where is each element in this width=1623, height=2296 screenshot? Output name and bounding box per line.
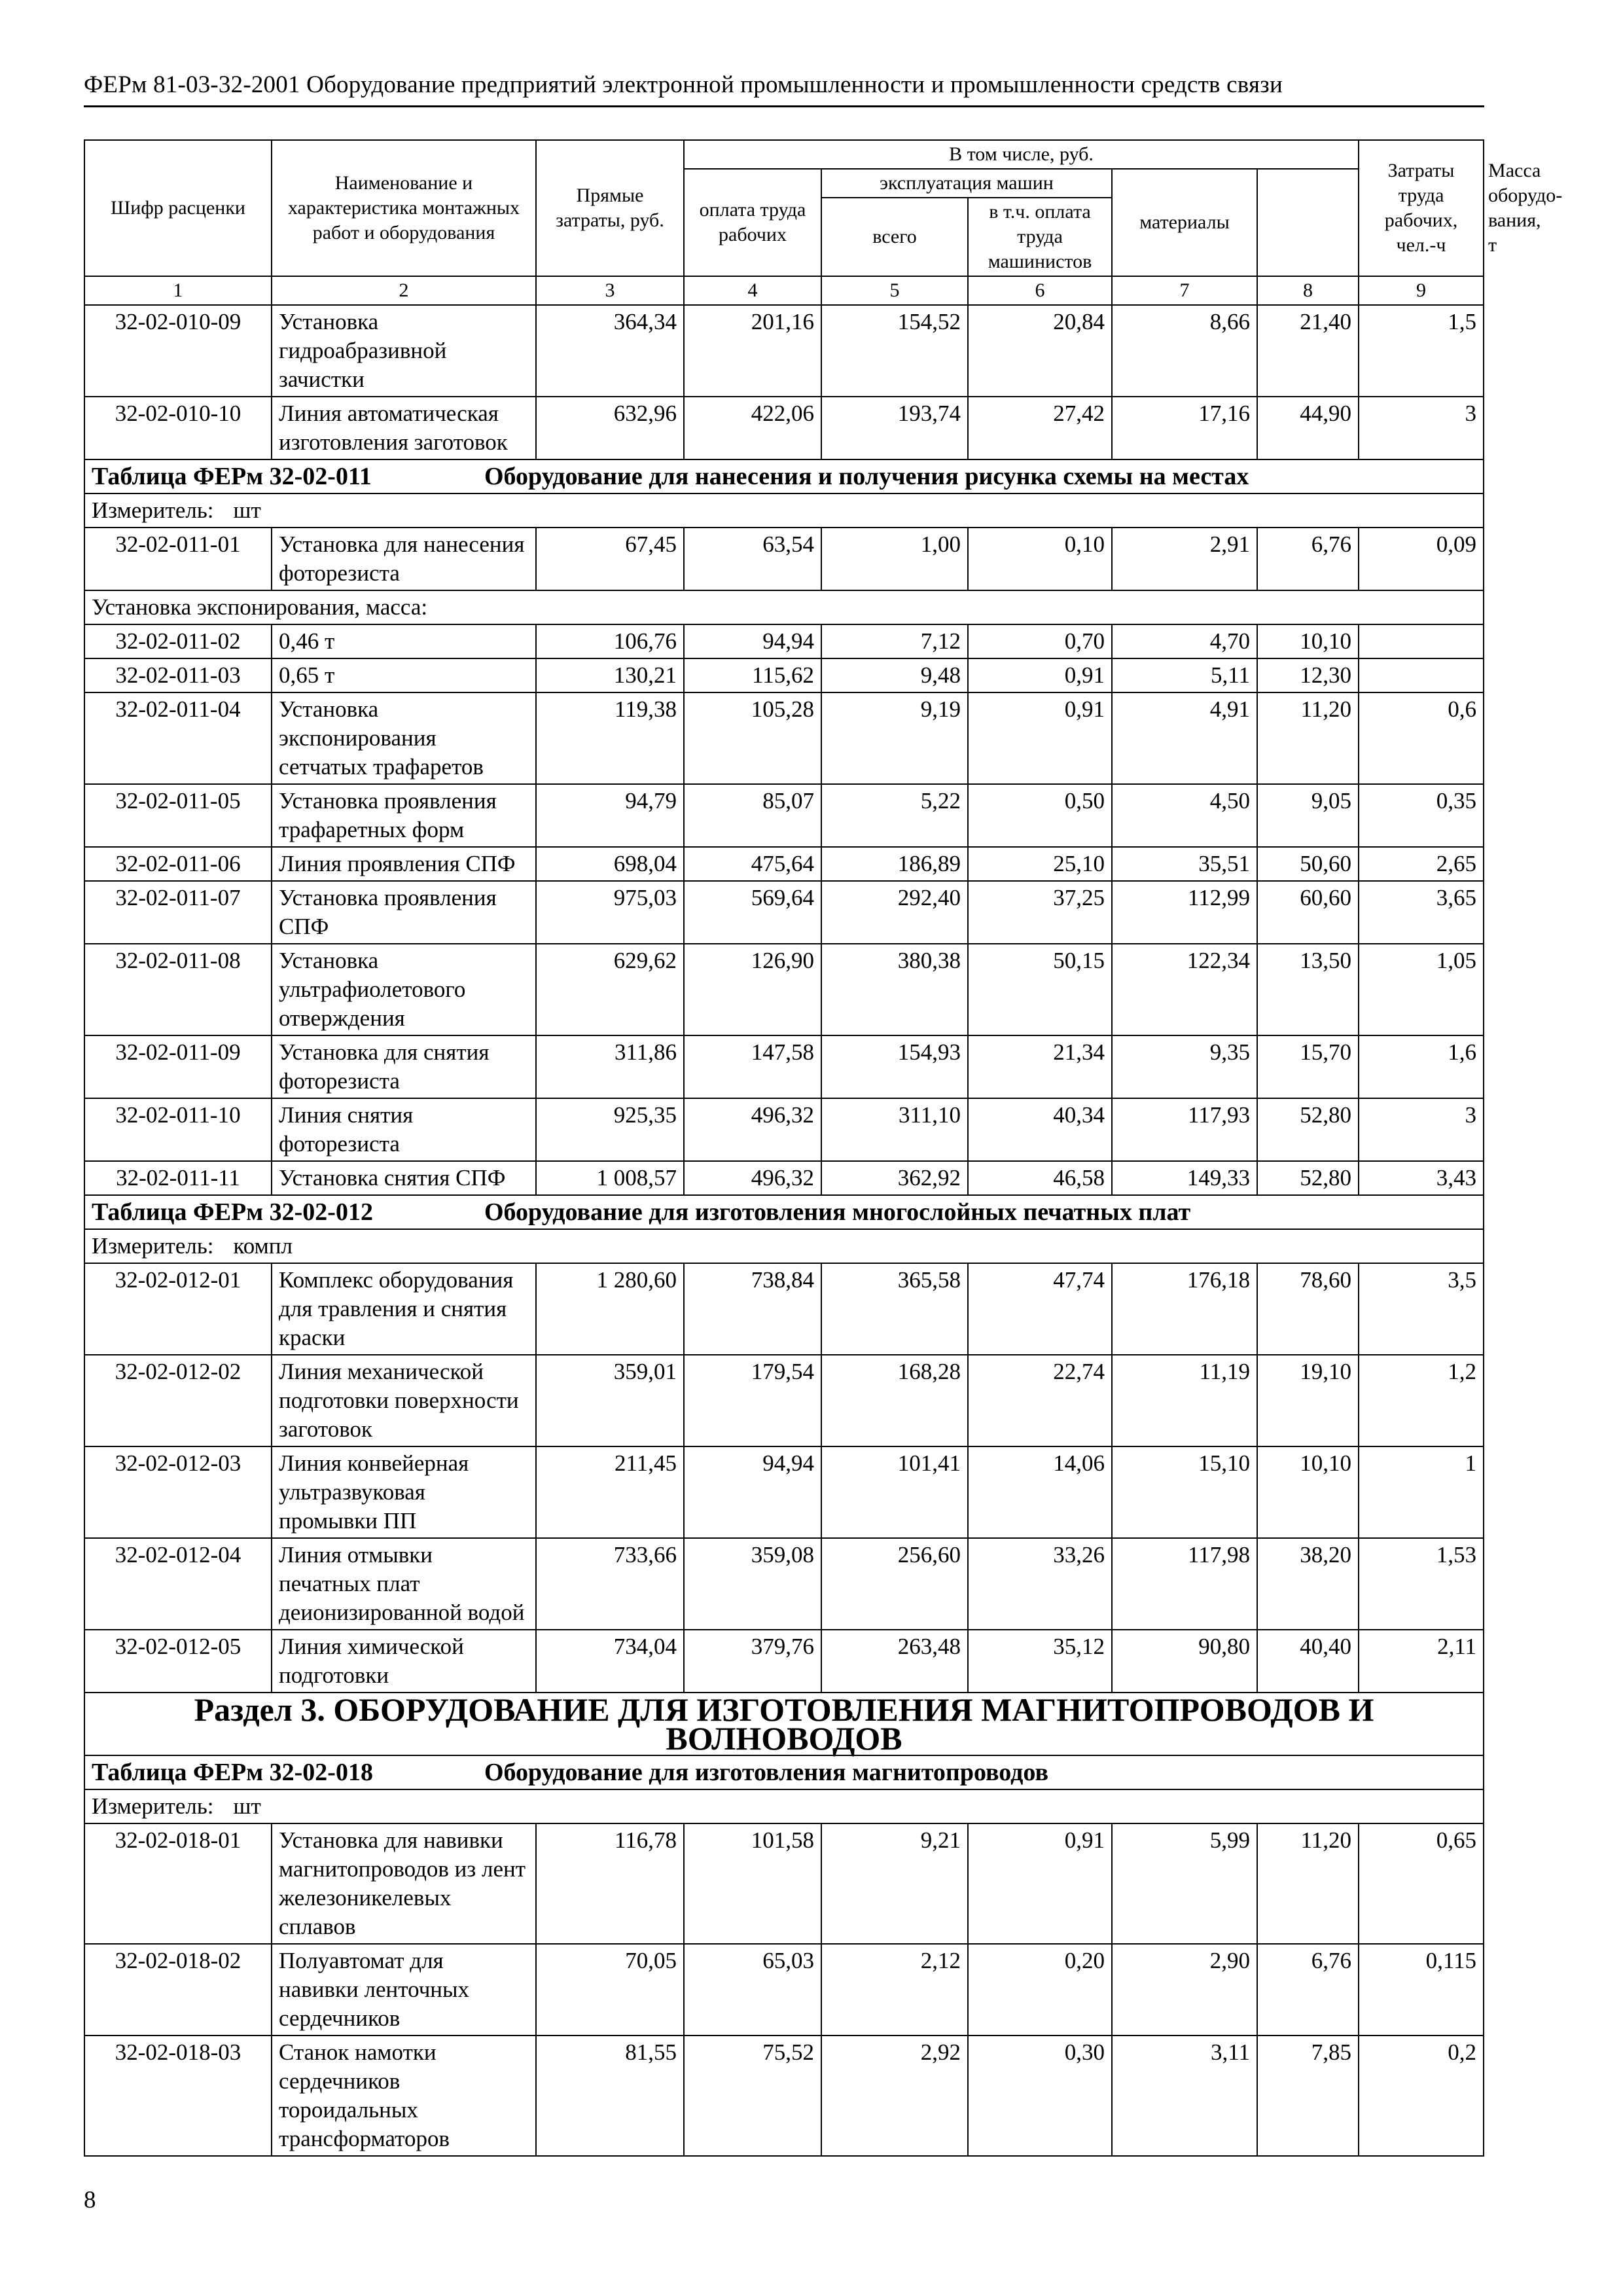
equipment-mass: 1,53 <box>1359 1538 1484 1630</box>
work-name: Установка ультрафиолетового отверждения <box>272 944 536 1035</box>
machines-total: 365,58 <box>821 1263 968 1355</box>
machinists-pay: 27,42 <box>968 397 1112 459</box>
work-name: Установка проявления трафаретных форм <box>272 784 536 847</box>
work-name: Установка проявления СПФ <box>272 881 536 944</box>
direct-cost: 67,45 <box>536 528 684 590</box>
work-name: Линия механической подготовки поверхности заготовок <box>272 1355 536 1446</box>
equipment-mass: 3,5 <box>1359 1263 1484 1355</box>
rate-code: 32-02-011-05 <box>84 784 272 847</box>
measure-value: шт <box>233 497 261 523</box>
table-row <box>84 1538 1484 1630</box>
equipment-mass: 0,35 <box>1359 784 1484 847</box>
measure-cell <box>84 1229 1484 1263</box>
materials-cost: 3,11 <box>1112 2036 1257 2156</box>
direct-cost: 130,21 <box>536 658 684 692</box>
table-row <box>84 1035 1484 1098</box>
measure-cell <box>84 1789 1484 1823</box>
labor-hours: 15,70 <box>1257 1035 1359 1098</box>
table-title-row <box>84 1195 1484 1229</box>
labor-pay: 75,52 <box>684 2036 821 2156</box>
labor-hours: 40,40 <box>1257 1630 1359 1693</box>
work-name: Линия отмывки печатных плат деионизированной водой <box>272 1538 536 1630</box>
labor-hours: 12,30 <box>1257 658 1359 692</box>
direct-cost: 629,62 <box>536 944 684 1035</box>
rate-code: 32-02-011-07 <box>84 881 272 944</box>
machinists-pay: 37,25 <box>968 881 1112 944</box>
subheader-text: Установка экспонирования, масса: <box>84 590 1484 624</box>
measure-row <box>84 1789 1484 1823</box>
column-number: 4 <box>684 276 821 305</box>
col-machines-header: эксплуатация машин <box>821 169 1112 198</box>
labor-pay: 359,08 <box>684 1538 821 1630</box>
rate-code: 32-02-012-01 <box>84 1263 272 1355</box>
materials-cost: 149,33 <box>1112 1161 1257 1195</box>
column-number: 9 <box>1359 276 1484 305</box>
work-name: Установка экспонирования сетчатых трафаретов <box>272 692 536 784</box>
machines-total: 7,12 <box>821 624 968 658</box>
column-number: 2 <box>272 276 536 305</box>
machinists-pay: 46,58 <box>968 1161 1112 1195</box>
equipment-mass: 3,43 <box>1359 1161 1484 1195</box>
work-name: Установка гидроабразивной зачистки <box>272 305 536 397</box>
machinists-pay: 0,20 <box>968 1944 1112 2036</box>
labor-hours: 9,05 <box>1257 784 1359 847</box>
equipment-mass: 0,115 <box>1359 1944 1484 2036</box>
rate-code: 32-02-012-03 <box>84 1446 272 1538</box>
labor-hours: 52,80 <box>1257 1098 1359 1161</box>
machines-total: 292,40 <box>821 881 968 944</box>
col-machines-total-header: всего <box>821 198 968 276</box>
machines-total: 5,22 <box>821 784 968 847</box>
machines-total: 380,38 <box>821 944 968 1035</box>
work-name: Установка снятия СПФ <box>272 1161 536 1195</box>
labor-pay: 94,94 <box>684 624 821 658</box>
direct-cost: 359,01 <box>536 1355 684 1446</box>
machinists-pay: 22,74 <box>968 1355 1112 1446</box>
table-row <box>84 528 1484 590</box>
machines-total: 101,41 <box>821 1446 968 1538</box>
table-row <box>84 881 1484 944</box>
work-name: Линия снятия фоторезиста <box>272 1098 536 1161</box>
machinists-pay: 35,12 <box>968 1630 1112 1693</box>
column-number: 1 <box>84 276 272 305</box>
measure-row <box>84 1229 1484 1263</box>
table-row <box>84 658 1484 692</box>
machinists-pay: 21,34 <box>968 1035 1112 1098</box>
equipment-mass <box>1359 624 1484 658</box>
work-name: Линия автоматическая изготовления заготовок <box>272 397 536 459</box>
labor-pay: 101,58 <box>684 1823 821 1944</box>
table-row <box>84 397 1484 459</box>
machines-total: 9,21 <box>821 1823 968 1944</box>
table-row <box>84 2036 1484 2156</box>
page-number: 8 <box>84 2187 96 2214</box>
machines-total: 362,92 <box>821 1161 968 1195</box>
table-title: Оборудование для изготовления многослойных печатных плат <box>484 1198 1191 1226</box>
table-row <box>84 1446 1484 1538</box>
labor-pay: 569,64 <box>684 881 821 944</box>
work-name: Комплекс оборудования для травления и снятия краски <box>272 1263 536 1355</box>
table-code: Таблица ФЕРм 32-02-012 <box>92 1198 373 1226</box>
table-row <box>84 1944 1484 2036</box>
work-name: Установка для навивки магнитопроводов из лент железоникелевых сплавов <box>272 1823 536 1944</box>
col-code-header: Шифр расценки <box>84 140 272 276</box>
rate-code: 32-02-011-03 <box>84 658 272 692</box>
equipment-mass: 1,5 <box>1359 305 1484 397</box>
table-title-cell <box>84 459 1484 493</box>
labor-hours: 38,20 <box>1257 1538 1359 1630</box>
work-name: Установка для нанесения фоторезиста <box>272 528 536 590</box>
materials-cost: 9,35 <box>1112 1035 1257 1098</box>
table-row <box>84 692 1484 784</box>
rate-code: 32-02-011-11 <box>84 1161 272 1195</box>
equipment-mass: 0,6 <box>1359 692 1484 784</box>
machinists-pay: 14,06 <box>968 1446 1112 1538</box>
machines-total: 193,74 <box>821 397 968 459</box>
labor-hours: 10,10 <box>1257 624 1359 658</box>
rate-code: 32-02-011-08 <box>84 944 272 1035</box>
rate-code: 32-02-010-09 <box>84 305 272 397</box>
machines-total: 2,12 <box>821 1944 968 2036</box>
machines-total: 311,10 <box>821 1098 968 1161</box>
machinists-pay: 47,74 <box>968 1263 1112 1355</box>
machinists-pay: 0,10 <box>968 528 1112 590</box>
materials-cost: 117,98 <box>1112 1538 1257 1630</box>
machinists-pay: 0,91 <box>968 1823 1112 1944</box>
machines-total: 9,48 <box>821 658 968 692</box>
direct-cost: 211,45 <box>536 1446 684 1538</box>
materials-cost: 112,99 <box>1112 881 1257 944</box>
materials-cost: 90,80 <box>1112 1630 1257 1693</box>
column-number: 8 <box>1257 276 1359 305</box>
rate-code: 32-02-011-09 <box>84 1035 272 1098</box>
labor-hours: 78,60 <box>1257 1263 1359 1355</box>
col-labor-header: оплата труда рабочих <box>684 169 821 276</box>
work-name: Станок намотки сердечников тороидальных трансформаторов <box>272 2036 536 2156</box>
equipment-mass: 1,6 <box>1359 1035 1484 1098</box>
labor-hours: 6,76 <box>1257 528 1359 590</box>
rate-code: 32-02-012-04 <box>84 1538 272 1630</box>
column-number: 3 <box>536 276 684 305</box>
materials-cost: 11,19 <box>1112 1355 1257 1446</box>
machinists-pay: 0,91 <box>968 692 1112 784</box>
direct-cost: 364,34 <box>536 305 684 397</box>
materials-cost: 4,50 <box>1112 784 1257 847</box>
direct-cost: 733,66 <box>536 1538 684 1630</box>
direct-cost: 106,76 <box>536 624 684 658</box>
machines-total: 186,89 <box>821 847 968 881</box>
machinists-pay: 20,84 <box>968 305 1112 397</box>
col-labor-cost-header: Затраты труда рабочих, чел.-ч <box>1359 140 1484 276</box>
table-title-cell <box>84 1195 1484 1229</box>
direct-cost: 734,04 <box>536 1630 684 1693</box>
equipment-mass: 2,11 <box>1359 1630 1484 1693</box>
machinists-pay: 40,34 <box>968 1098 1112 1161</box>
direct-cost: 698,04 <box>536 847 684 881</box>
labor-hours: 7,85 <box>1257 2036 1359 2156</box>
materials-cost: 35,51 <box>1112 847 1257 881</box>
column-number: 7 <box>1112 276 1257 305</box>
machines-total: 168,28 <box>821 1355 968 1446</box>
machines-total: 1,00 <box>821 528 968 590</box>
page-header: ФЕРм 81-03-32-2001 Оборудование предприятий электронной промышленности и промышленности средств связи <box>84 71 1484 107</box>
machines-total: 2,92 <box>821 2036 968 2156</box>
work-name: 0,46 т <box>272 624 536 658</box>
rate-code: 32-02-011-02 <box>84 624 272 658</box>
materials-cost: 2,90 <box>1112 1944 1257 2036</box>
table-row <box>84 624 1484 658</box>
labor-pay: 63,54 <box>684 528 821 590</box>
table-row <box>84 1630 1484 1693</box>
measure-value: шт <box>233 1793 261 1819</box>
direct-cost: 1 008,57 <box>536 1161 684 1195</box>
machinists-pay: 0,50 <box>968 784 1112 847</box>
rate-code: 32-02-018-03 <box>84 2036 272 2156</box>
direct-cost: 1 280,60 <box>536 1263 684 1355</box>
table-title: Оборудование для изготовления магнитопроводов <box>484 1759 1048 1786</box>
labor-pay: 85,07 <box>684 784 821 847</box>
table-row <box>84 1355 1484 1446</box>
work-name: Установка для снятия фоторезиста <box>272 1035 536 1098</box>
table-body <box>84 305 1484 2156</box>
equipment-mass: 3 <box>1359 1098 1484 1161</box>
equipment-mass <box>1359 658 1484 692</box>
table-row <box>84 1263 1484 1355</box>
subheader-row <box>84 590 1484 624</box>
labor-pay: 496,32 <box>684 1098 821 1161</box>
table-row <box>84 1161 1484 1195</box>
labor-pay: 115,62 <box>684 658 821 692</box>
direct-cost: 81,55 <box>536 2036 684 2156</box>
machines-total: 9,19 <box>821 692 968 784</box>
equipment-mass: 3,65 <box>1359 881 1484 944</box>
labor-pay: 475,64 <box>684 847 821 881</box>
machinists-pay: 0,30 <box>968 2036 1112 2156</box>
col-materials-header: материалы <box>1112 169 1257 276</box>
machines-total: 154,52 <box>821 305 968 397</box>
direct-cost: 119,38 <box>536 692 684 784</box>
labor-pay: 422,06 <box>684 397 821 459</box>
table-row <box>84 944 1484 1035</box>
table-title-row <box>84 459 1484 493</box>
column-number: 6 <box>968 276 1112 305</box>
work-name: Полуавтомат для навивки ленточных сердечников <box>272 1944 536 2036</box>
column-number: 5 <box>821 276 968 305</box>
machinists-pay: 50,15 <box>968 944 1112 1035</box>
col-machines-labor-header: в т.ч. оплата труда машинистов <box>968 198 1112 276</box>
materials-cost: 122,34 <box>1112 944 1257 1035</box>
labor-hours: 10,10 <box>1257 1446 1359 1538</box>
table-code: Таблица ФЕРм 32-02-011 <box>92 463 372 490</box>
labor-hours: 52,80 <box>1257 1161 1359 1195</box>
machines-total: 256,60 <box>821 1538 968 1630</box>
labor-pay: 65,03 <box>684 1944 821 2036</box>
equipment-mass: 0,2 <box>1359 2036 1484 2156</box>
equipment-mass: 1,2 <box>1359 1355 1484 1446</box>
labor-hours: 21,40 <box>1257 305 1359 397</box>
col-including-header: В том числе, руб. <box>684 140 1359 169</box>
rate-code: 32-02-018-02 <box>84 1944 272 2036</box>
labor-hours: 50,60 <box>1257 847 1359 881</box>
rate-code: 32-02-011-04 <box>84 692 272 784</box>
labor-pay: 126,90 <box>684 944 821 1035</box>
materials-cost: 5,11 <box>1112 658 1257 692</box>
rate-code: 32-02-012-02 <box>84 1355 272 1446</box>
materials-cost: 176,18 <box>1112 1263 1257 1355</box>
labor-hours: 6,76 <box>1257 1944 1359 2036</box>
table-row <box>84 1098 1484 1161</box>
table-row <box>84 847 1484 881</box>
materials-cost: 15,10 <box>1112 1446 1257 1538</box>
rate-code: 32-02-018-01 <box>84 1823 272 1944</box>
labor-hours: 13,50 <box>1257 944 1359 1035</box>
machines-total: 154,93 <box>821 1035 968 1098</box>
direct-cost: 311,86 <box>536 1035 684 1098</box>
measure-label: Измеритель: <box>92 1233 214 1259</box>
direct-cost: 632,96 <box>536 397 684 459</box>
labor-hours: 44,90 <box>1257 397 1359 459</box>
table-title-row <box>84 1755 1484 1789</box>
equipment-mass: 1,05 <box>1359 944 1484 1035</box>
labor-pay: 738,84 <box>684 1263 821 1355</box>
work-name: Линия конвейерная ультразвуковая промывки ПП <box>272 1446 536 1538</box>
measure-row <box>84 493 1484 528</box>
col-direct-header: Прямые затраты, руб. <box>536 140 684 276</box>
direct-cost: 94,79 <box>536 784 684 847</box>
equipment-mass: 2,65 <box>1359 847 1484 881</box>
labor-pay: 201,16 <box>684 305 821 397</box>
work-name: Линия химической подготовки <box>272 1630 536 1693</box>
rate-code: 32-02-011-06 <box>84 847 272 881</box>
labor-pay: 179,54 <box>684 1355 821 1446</box>
machinists-pay: 0,70 <box>968 624 1112 658</box>
materials-cost: 117,93 <box>1112 1098 1257 1161</box>
table-row <box>84 305 1484 397</box>
machines-total: 263,48 <box>821 1630 968 1693</box>
work-name: 0,65 т <box>272 658 536 692</box>
table-title-cell <box>84 1755 1484 1789</box>
materials-cost: 4,91 <box>1112 692 1257 784</box>
equipment-mass: 1 <box>1359 1446 1484 1538</box>
equipment-mass: 0,09 <box>1359 528 1484 590</box>
machinists-pay: 25,10 <box>968 847 1112 881</box>
measure-label: Измеритель: <box>92 497 214 523</box>
direct-cost: 70,05 <box>536 1944 684 2036</box>
table-header: Шифр расценки Наименование и характеристика монтажных работ и оборудования Прямые затраты, руб. В том числе, руб. Затраты труда рабочих, чел.-ч Масса оборудо-вания, т оплата труда рабочих эксплуатация машин материалы всего в т.ч. оплата труда машинистов 1 2 3 4 5 6 7 8 9 <box>84 140 1484 305</box>
direct-cost: 116,78 <box>536 1823 684 1944</box>
table-row <box>84 1823 1484 1944</box>
labor-hours: 11,20 <box>1257 1823 1359 1944</box>
labor-pay: 105,28 <box>684 692 821 784</box>
measure-cell <box>84 493 1484 528</box>
work-name: Линия проявления СПФ <box>272 847 536 881</box>
rates-table <box>84 139 1563 2157</box>
table-row <box>84 784 1484 847</box>
labor-hours: 11,20 <box>1257 692 1359 784</box>
equipment-mass: 3 <box>1359 397 1484 459</box>
rate-code: 32-02-012-05 <box>84 1630 272 1693</box>
measure-label: Измеритель: <box>92 1793 214 1819</box>
section-title: Раздел 3. ОБОРУДОВАНИЕ ДЛЯ ИЗГОТОВЛЕНИЯ МАГНИТОПРОВОДОВ И ВОЛНОВОДОВ <box>84 1693 1484 1755</box>
materials-cost: 8,66 <box>1112 305 1257 397</box>
labor-pay: 94,94 <box>684 1446 821 1538</box>
labor-pay: 496,32 <box>684 1161 821 1195</box>
section-row <box>84 1693 1484 1755</box>
materials-cost: 17,16 <box>1112 397 1257 459</box>
machinists-pay: 33,26 <box>968 1538 1112 1630</box>
rate-code: 32-02-010-10 <box>84 397 272 459</box>
measure-value: компл <box>233 1233 293 1259</box>
table-code: Таблица ФЕРм 32-02-018 <box>92 1759 373 1786</box>
machinists-pay: 0,91 <box>968 658 1112 692</box>
labor-hours: 60,60 <box>1257 881 1359 944</box>
labor-hours: 19,10 <box>1257 1355 1359 1446</box>
labor-pay: 147,58 <box>684 1035 821 1098</box>
materials-cost: 4,70 <box>1112 624 1257 658</box>
materials-cost: 5,99 <box>1112 1823 1257 1944</box>
col-name-header: Наименование и характеристика монтажных работ и оборудования <box>272 140 536 276</box>
materials-cost: 2,91 <box>1112 528 1257 590</box>
direct-cost: 975,03 <box>536 881 684 944</box>
rate-code: 32-02-011-10 <box>84 1098 272 1161</box>
equipment-mass: 0,65 <box>1359 1823 1484 1944</box>
labor-pay: 379,76 <box>684 1630 821 1693</box>
column-numbers-row <box>84 276 1484 305</box>
rate-code: 32-02-011-01 <box>84 528 272 590</box>
direct-cost: 925,35 <box>536 1098 684 1161</box>
table-title: Оборудование для нанесения и получения рисунка схемы на местах <box>484 463 1249 490</box>
